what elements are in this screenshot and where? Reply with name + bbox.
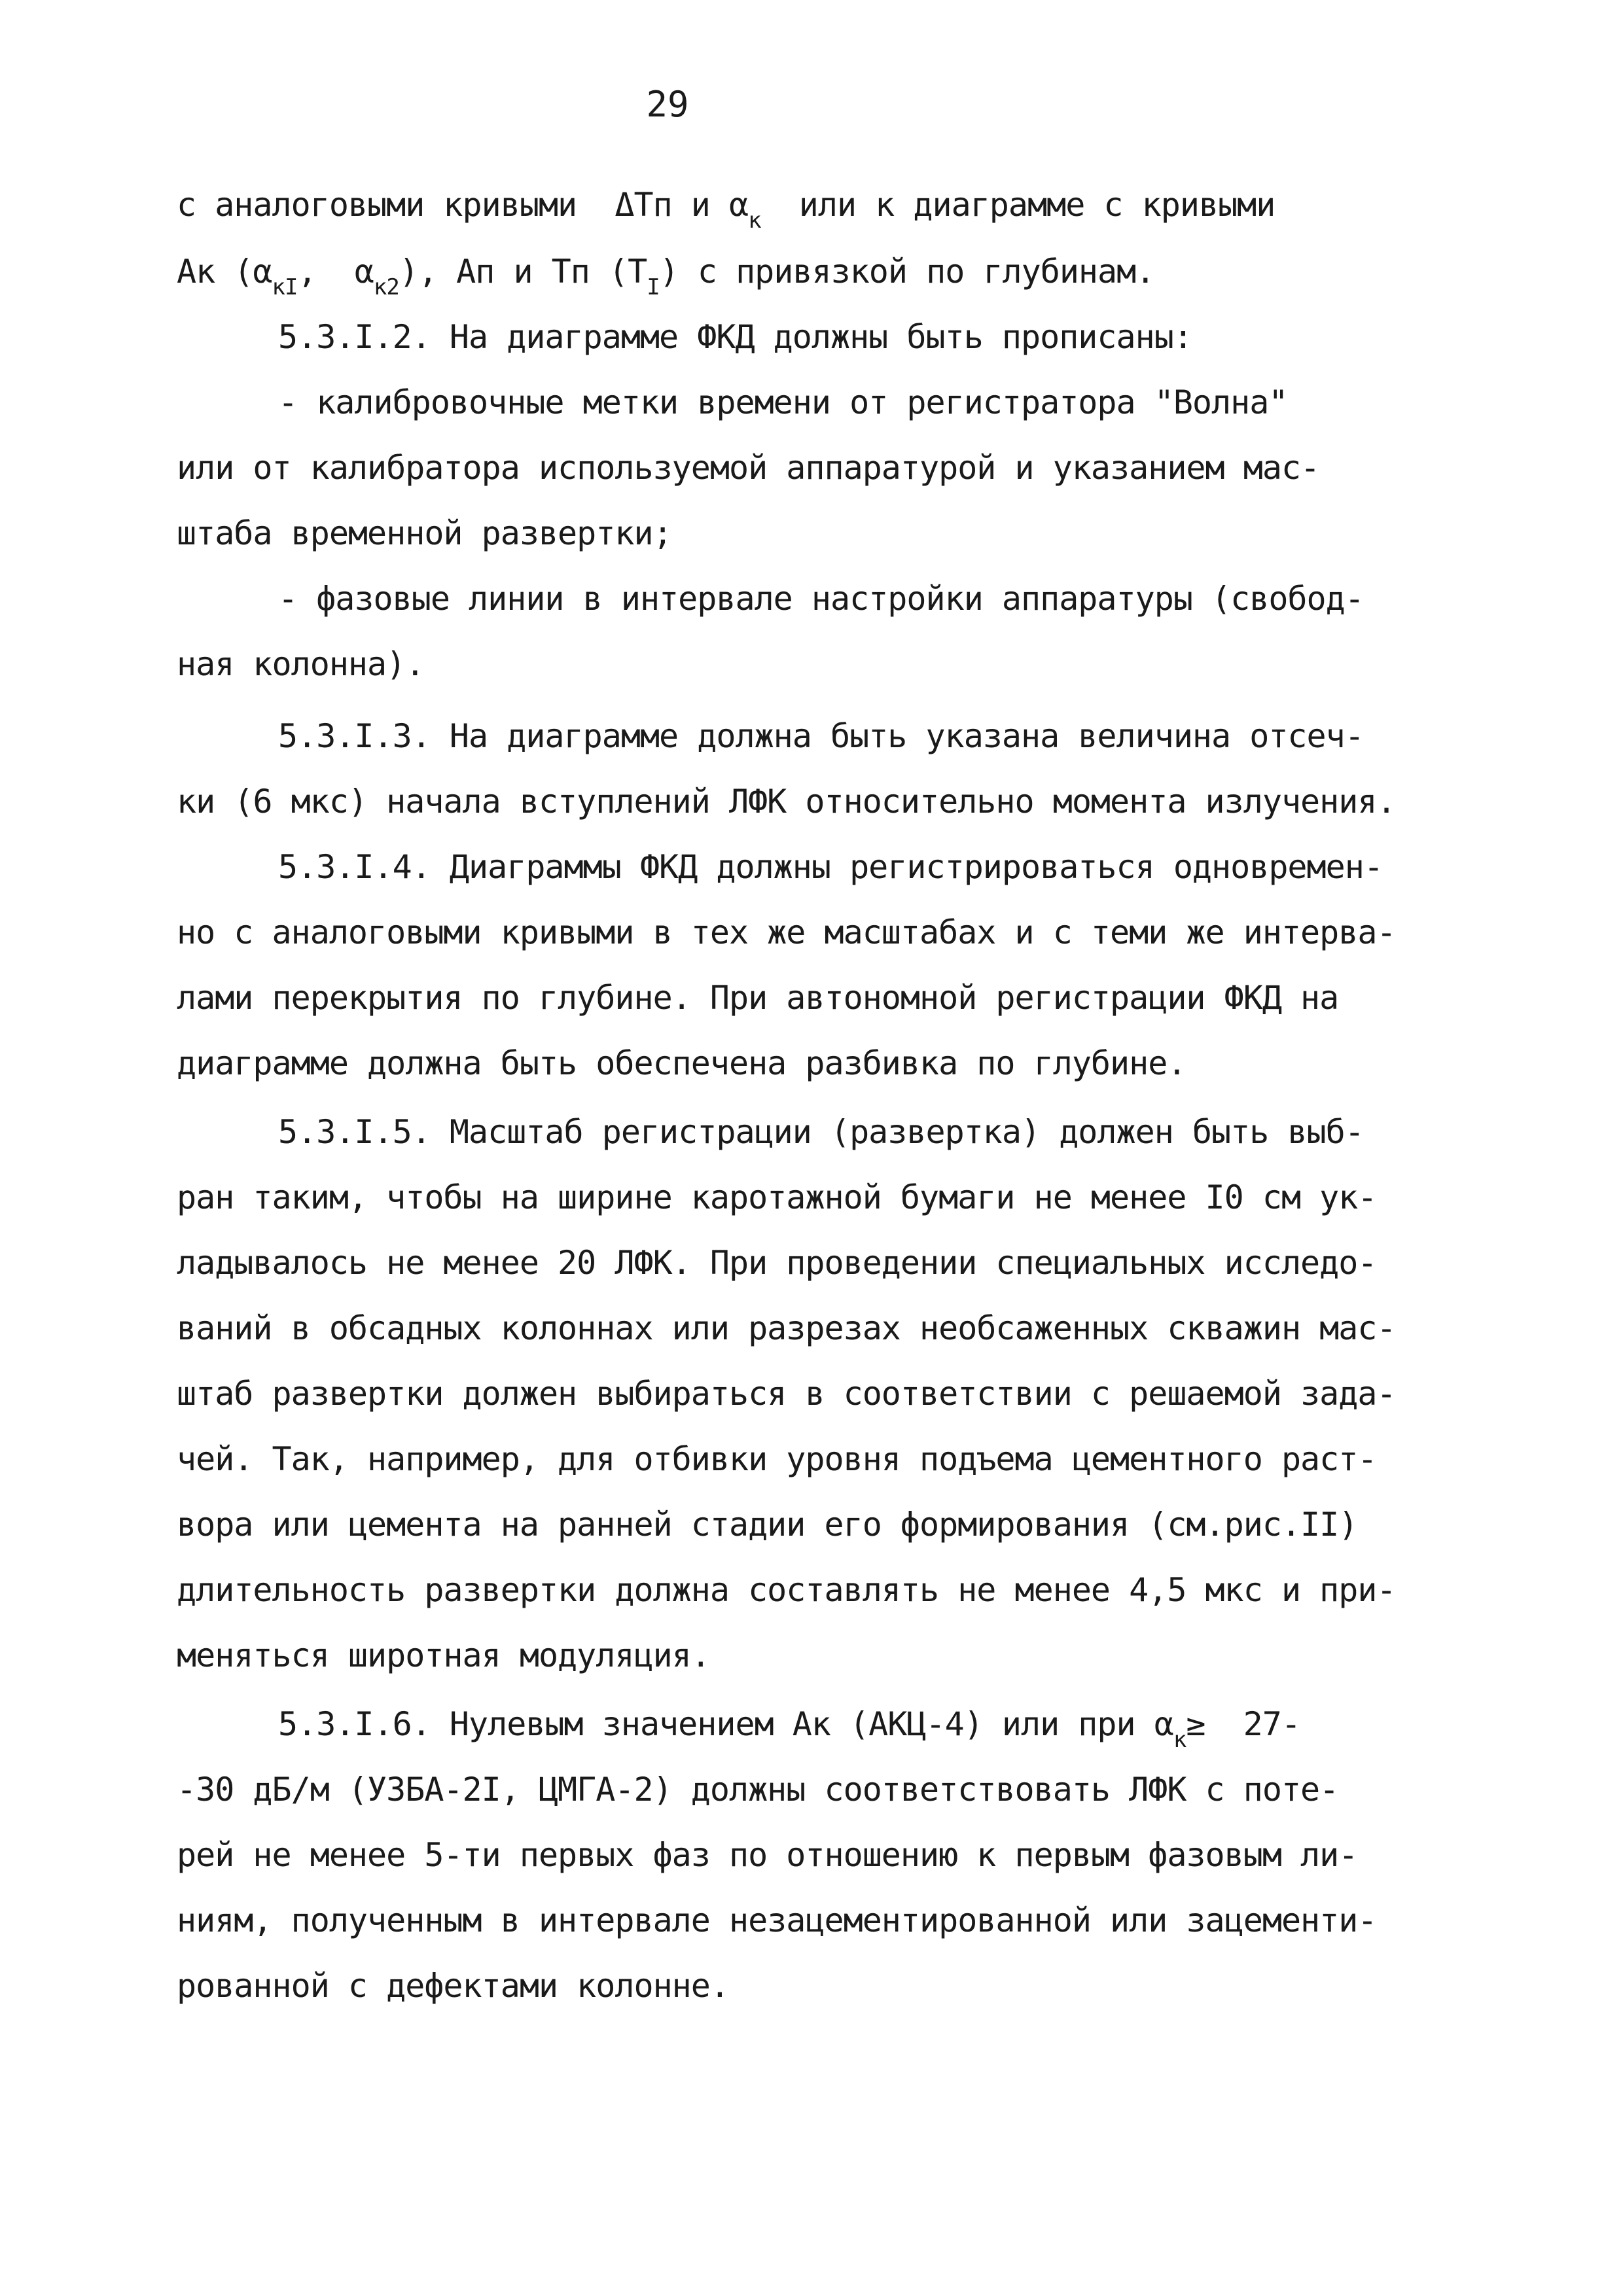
subscript: к bbox=[748, 207, 761, 234]
text-line: 5.3.I.3. На диаграмме должна быть указана величина отсеч- bbox=[278, 717, 1364, 755]
subscript: кI bbox=[272, 274, 298, 300]
text-fragment: , α bbox=[297, 253, 374, 291]
text-fragment: ), Ап и Тп (Т bbox=[399, 253, 647, 291]
text-line: но с аналоговыми кривыми в тех же масштабах и с теми же интерва- bbox=[177, 913, 1396, 951]
text-fragment: с аналоговыми кривыми ΔТп и α bbox=[177, 186, 749, 224]
text-line: 5.3.I.2. На диаграмме ФКД должны быть прописаны: bbox=[278, 318, 1192, 356]
text-line: ниям, полученным в интервале незацементированной или зацементи- bbox=[177, 1901, 1377, 1939]
text-line: ран таким, чтобы на ширине каротажной бумаги не менее I0 см ук- bbox=[177, 1178, 1377, 1216]
text-line bbox=[177, 186, 1275, 234]
text-line: - калибровочные метки времени от регистратора "Волна" bbox=[278, 383, 1288, 421]
text-line: штаб развертки должен выбираться в соответствии с решаемой зада- bbox=[177, 1375, 1396, 1413]
text-line: меняться широтная модуляция. bbox=[177, 1636, 710, 1674]
text-line: штаба временной развертки; bbox=[177, 514, 672, 552]
text-line: чей. Так, например, для отбивки уровня подъема цементного раст- bbox=[177, 1440, 1377, 1478]
text-line: рованной с дефектами колонне. bbox=[177, 1967, 729, 2005]
text-fragment: 5.3.I.6. Нулевым значением Ак (АКЦ-4) или при α bbox=[278, 1705, 1173, 1743]
text-line: ладывалось не менее 20 ЛФК. При проведении специальных исследо- bbox=[177, 1244, 1377, 1282]
text-line: ки (6 мкс) начала вступлений ЛФК относительно момента излучения. bbox=[177, 783, 1396, 821]
text-line: вора или цемента на ранней стадии его формирования (см.рис.II) bbox=[177, 1506, 1358, 1544]
text-line: -30 дБ/м (УЗБА-2I, ЦМГА-2) должны соответствовать ЛФК с поте- bbox=[177, 1771, 1339, 1809]
text-fragment: или к диаграмме с кривыми bbox=[760, 186, 1275, 224]
subscript: к2 bbox=[373, 274, 399, 300]
text-fragment: Ак (α bbox=[177, 253, 272, 291]
text-line: или от калибратора используемой аппаратурой и указанием мас- bbox=[177, 449, 1320, 487]
text-line: рей не менее 5-ти первых фаз по отношению к первым фазовым ли- bbox=[177, 1836, 1358, 1874]
text-line: 5.3.I.4. Диаграммы ФКД должны регистрироваться одновремен- bbox=[278, 848, 1383, 886]
text-line: ваний в обсадных колоннах или разрезах необсаженных скважин мас- bbox=[177, 1309, 1396, 1347]
text-line bbox=[177, 253, 1155, 300]
page-number: 29 bbox=[646, 84, 689, 125]
text-line: - фазовые линии в интервале настройки аппаратуры (свобод- bbox=[278, 580, 1364, 618]
subscript: I bbox=[647, 274, 660, 300]
text-line: диаграмме должна быть обеспечена разбивка по глубине. bbox=[177, 1044, 1186, 1082]
text-line: 5.3.I.5. Масштаб регистрации (развертка) должен быть выб- bbox=[278, 1113, 1364, 1151]
text-line: длительность развертки должна составлять не менее 4,5 мкс и при- bbox=[177, 1571, 1396, 1609]
text-line: ная колонна). bbox=[177, 645, 425, 683]
text-fragment: ) с привязкой по глубинам. bbox=[659, 253, 1155, 291]
text-line: лами перекрытия по глубине. При автономной регистрации ФКД на bbox=[177, 979, 1339, 1017]
text-fragment: ≥ 27- bbox=[1186, 1705, 1300, 1743]
text-line bbox=[278, 1705, 1300, 1753]
subscript: к bbox=[1173, 1727, 1186, 1753]
